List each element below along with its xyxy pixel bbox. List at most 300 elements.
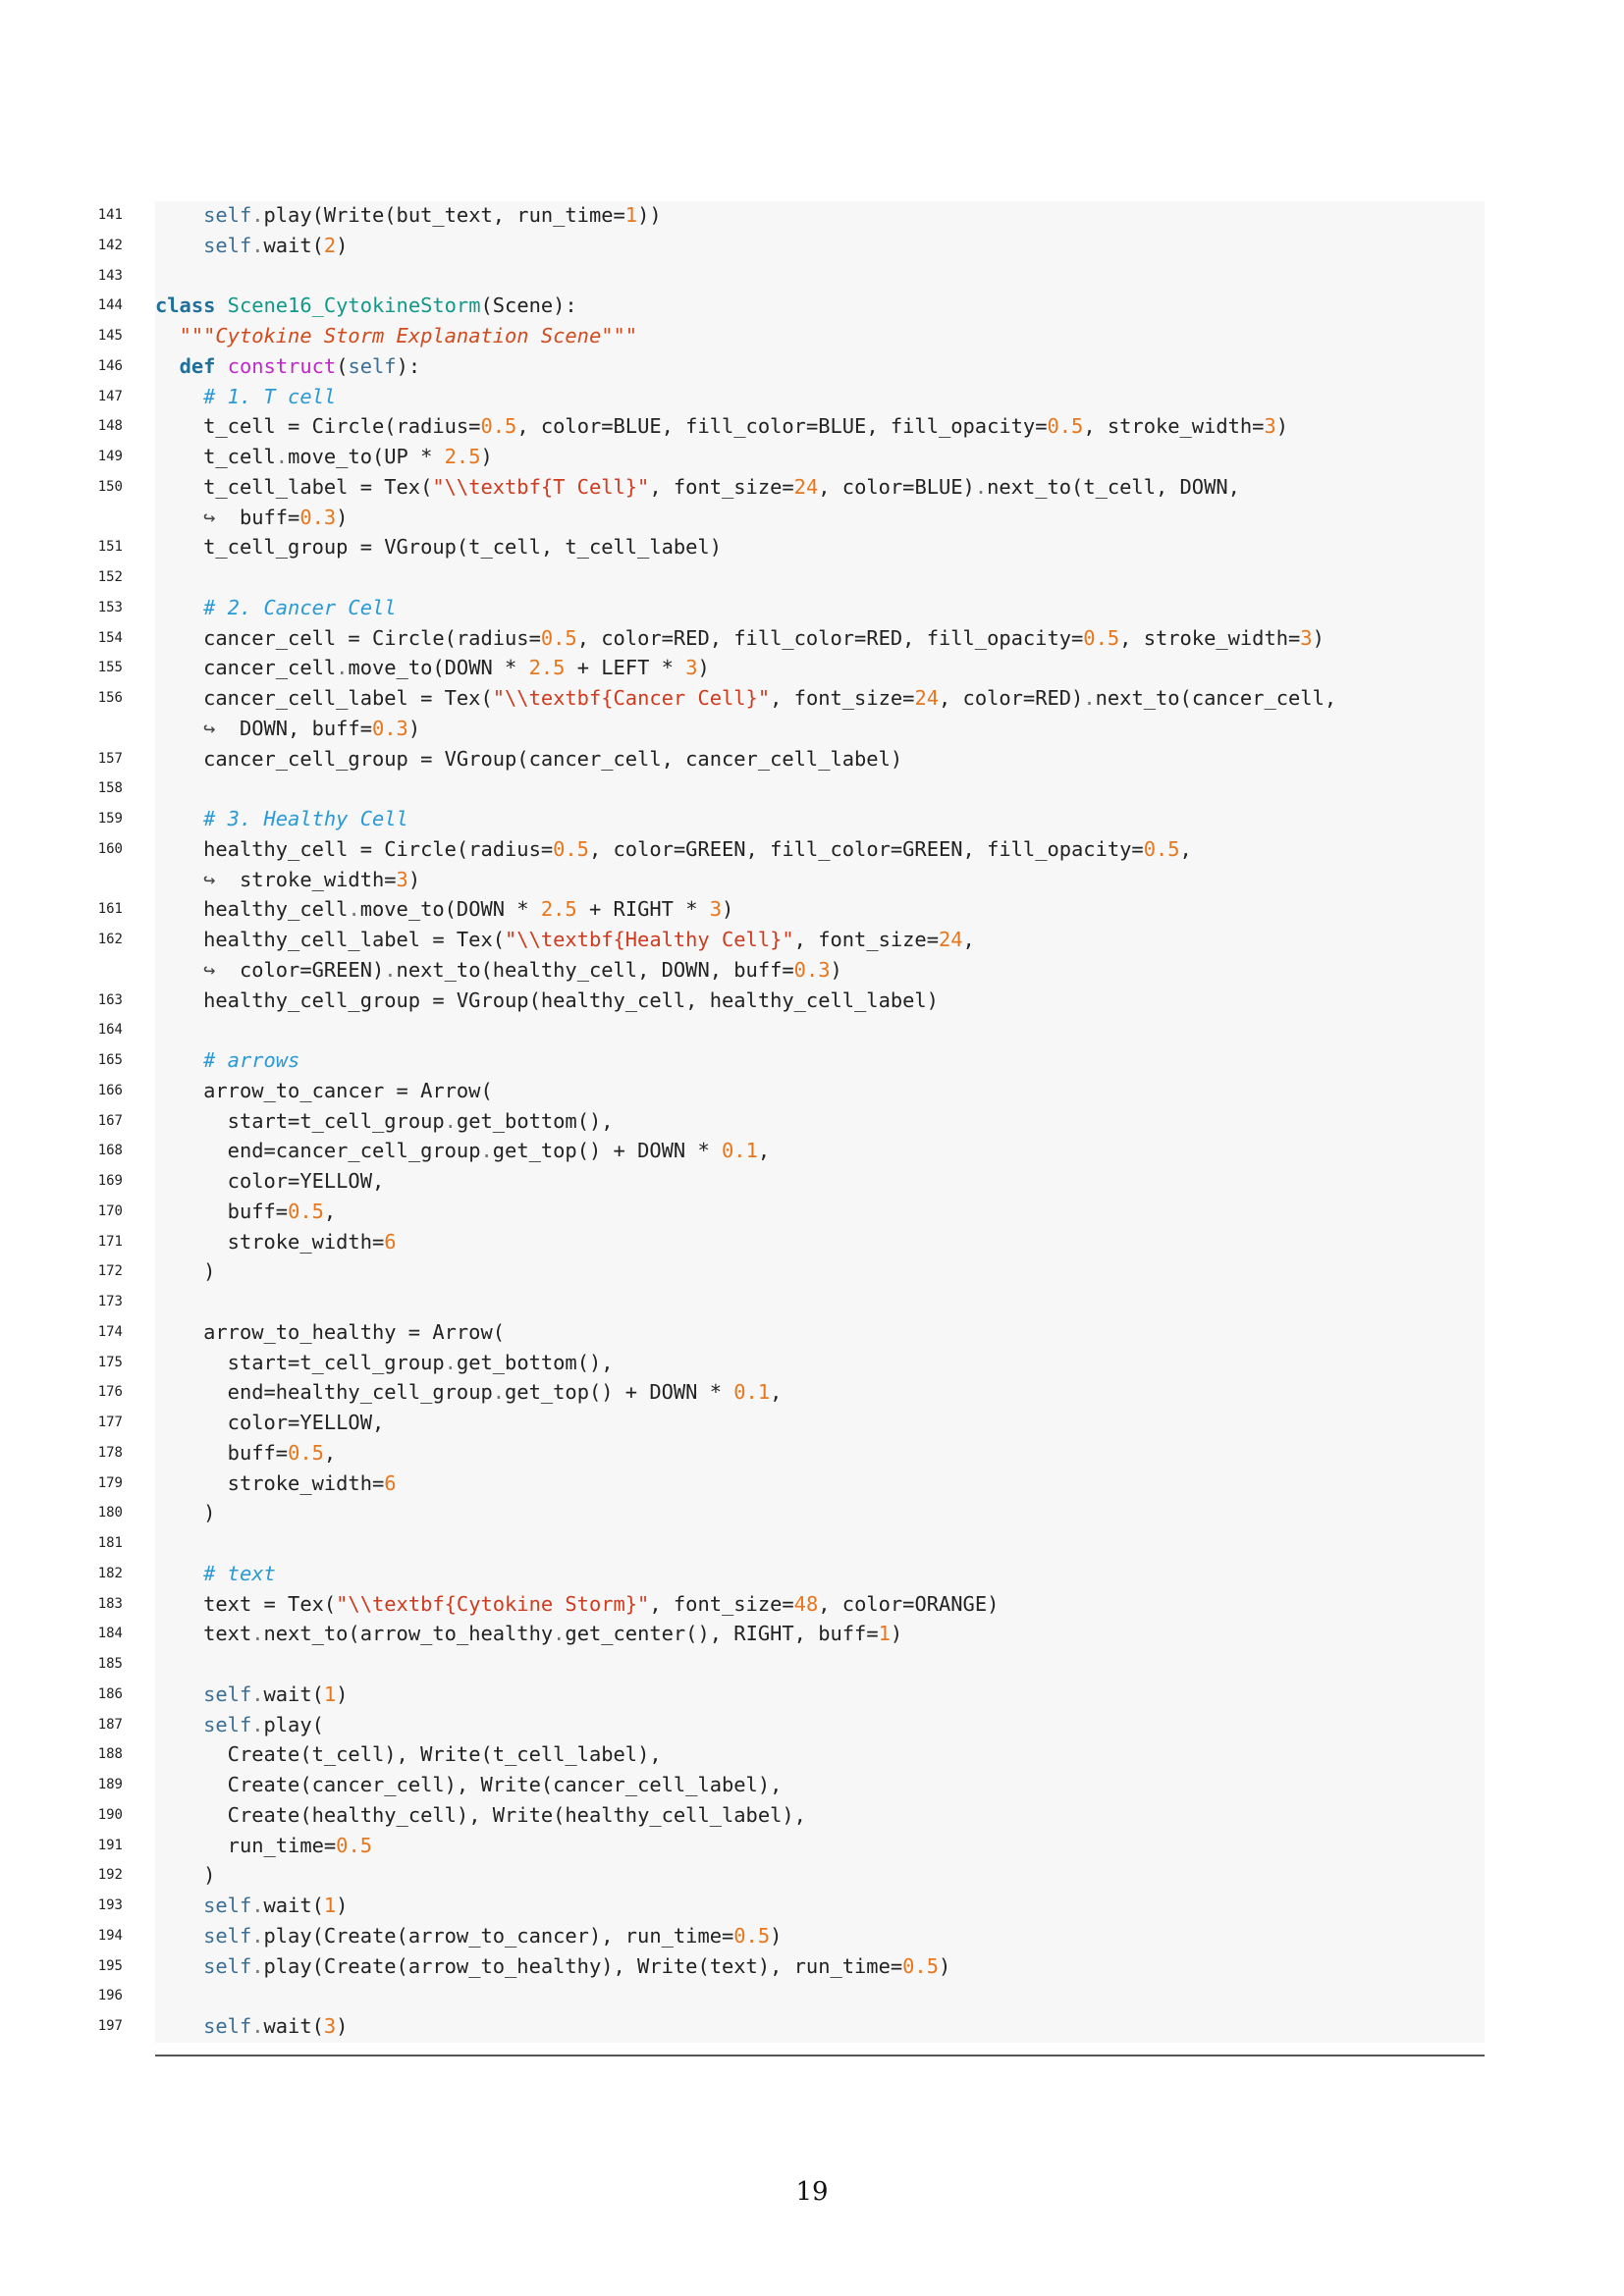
- code-token: .: [444, 1350, 457, 1374]
- code-text: [155, 382, 336, 412]
- code-line: [0, 1649, 1624, 1680]
- code-token: .: [275, 445, 289, 468]
- code-token: ↪: [203, 957, 216, 982]
- code-token: ): [1275, 414, 1289, 439]
- code-token: 2: [323, 233, 337, 257]
- code-line: [0, 1348, 1624, 1378]
- code-token: self: [203, 1953, 252, 1978]
- code-line: [0, 925, 1624, 955]
- code-token: Create(healthy_cell), Write(healthy_cell_label),: [227, 1802, 806, 1827]
- code-line: [0, 1136, 1624, 1166]
- code-token: get_center(), RIGHT, buff=: [565, 1622, 879, 1646]
- line-number: 192: [97, 1867, 123, 1884]
- line-number: 143: [97, 267, 123, 284]
- code-text: [155, 1498, 215, 1528]
- code-text: [155, 200, 662, 231]
- code-line: [0, 200, 1624, 231]
- code-token: 0.3: [793, 957, 831, 982]
- line-number: 196: [97, 1988, 123, 2004]
- code-line: [0, 321, 1624, 351]
- code-text: [155, 1680, 348, 1710]
- code-line: [0, 1528, 1624, 1559]
- code-token: 3: [709, 897, 723, 922]
- code-token: 48: [793, 1591, 819, 1616]
- line-number: 181: [97, 1535, 123, 1551]
- code-token: wait(: [263, 1894, 324, 1917]
- code-token: ): [722, 897, 734, 922]
- line-number: 151: [97, 539, 123, 556]
- code-token: """Cytokine Storm Explanation Scene""": [179, 324, 638, 347]
- code-token: next_to(healthy_cell, DOWN, buff=: [396, 957, 794, 982]
- code-token: self: [203, 1894, 252, 1917]
- code-text: [155, 231, 348, 261]
- line-number: 145: [97, 328, 123, 344]
- code-token: get_top() + DOWN *: [492, 1139, 723, 1163]
- code-token: move_to(DOWN *: [348, 656, 529, 680]
- code-line: [0, 894, 1624, 925]
- code-token: stroke_width=: [227, 1470, 385, 1495]
- code-token: get_bottom(),: [456, 1108, 614, 1133]
- code-token: ): [336, 2014, 349, 2038]
- code-token: wait(: [263, 1682, 324, 1706]
- code-token: self: [203, 1712, 252, 1736]
- line-number: 144: [97, 297, 123, 314]
- code-token: ): [890, 1622, 903, 1646]
- code-text: [155, 503, 348, 533]
- code-token: move_to(DOWN *: [359, 897, 541, 922]
- line-number: 175: [97, 1354, 123, 1370]
- line-number: 148: [97, 418, 123, 435]
- code-line: [0, 442, 1624, 472]
- code-text: [155, 865, 420, 895]
- code-token: .: [480, 1139, 493, 1163]
- code-token: 2.5: [540, 897, 577, 922]
- line-number: 190: [97, 1806, 123, 1823]
- code-token: , stroke_width=: [1083, 414, 1265, 439]
- code-text: [155, 1800, 806, 1831]
- code-text: [155, 1256, 215, 1287]
- code-token: .: [1083, 686, 1096, 710]
- code-token: , color=BLUE, fill_color=BLUE, fill_opacity=: [516, 414, 1048, 439]
- code-token: 3: [1264, 414, 1276, 439]
- code-line: [0, 1770, 1624, 1800]
- code-token: # 2. Cancer Cell: [203, 595, 397, 619]
- line-number: 162: [97, 932, 123, 947]
- code-line: [0, 804, 1624, 834]
- line-number: 141: [97, 207, 123, 223]
- code-line: [0, 1710, 1624, 1740]
- code-token: 24: [938, 928, 963, 951]
- line-number: 194: [97, 1927, 123, 1944]
- code-token: self: [203, 203, 252, 227]
- code-token: 2.5: [444, 445, 481, 468]
- code-text: [155, 1136, 770, 1166]
- code-token: end=healthy_cell_group: [227, 1380, 493, 1405]
- code-token: # 1. T cell: [203, 384, 337, 408]
- code-token: + LEFT *: [565, 656, 686, 680]
- code-token: buff=: [227, 1199, 289, 1223]
- code-text: [155, 1831, 372, 1861]
- code-token: 1: [878, 1622, 891, 1646]
- code-line: [0, 1045, 1624, 1076]
- code-token: wait(: [263, 2014, 324, 2038]
- code-token: .: [251, 1923, 264, 1948]
- code-token: self: [203, 2014, 252, 2038]
- line-number: 164: [97, 1022, 123, 1039]
- code-token: buff=: [227, 1440, 289, 1465]
- code-token: "\\textbf{Cancer Cell}": [492, 686, 771, 710]
- code-line: [0, 1438, 1624, 1468]
- code-line: [0, 955, 1624, 986]
- code-token: .: [336, 656, 349, 680]
- code-token: ): [407, 867, 421, 891]
- code-token: text: [203, 1622, 252, 1646]
- code-text: [155, 1438, 336, 1468]
- line-number: 160: [97, 840, 123, 857]
- code-token: get_top() + DOWN *: [505, 1380, 734, 1405]
- code-token: t_cell: [203, 445, 276, 468]
- code-token: cancer_cell: [203, 656, 337, 680]
- code-token: ): [1312, 625, 1325, 650]
- code-token: ): [336, 505, 349, 529]
- code-token: 0.5: [902, 1953, 939, 1978]
- code-token: , color=BLUE): [818, 474, 975, 499]
- code-text: [155, 1951, 950, 1982]
- code-line: [0, 503, 1624, 533]
- code-line: [0, 653, 1624, 683]
- code-token: DOWN, buff=: [215, 716, 372, 740]
- code-token: 24: [793, 474, 819, 499]
- code-token: 3: [396, 867, 408, 891]
- code-token: class: [155, 294, 216, 318]
- code-token: 0.5: [540, 625, 577, 650]
- code-token: # text: [203, 1561, 276, 1585]
- code-token: ): [770, 1923, 783, 1948]
- line-number: 161: [97, 901, 123, 918]
- code-text: [155, 683, 1336, 714]
- code-text: [155, 1710, 324, 1740]
- code-token: ,: [962, 928, 975, 951]
- code-line: [0, 532, 1624, 562]
- page-number: 19: [795, 2177, 829, 2207]
- code-token: 3: [685, 656, 698, 680]
- line-number: 157: [97, 750, 123, 767]
- code-token: "\\textbf{Cytokine Storm}": [336, 1591, 650, 1616]
- line-number: 177: [97, 1415, 123, 1430]
- code-token: , color=RED): [939, 686, 1084, 710]
- code-text: [155, 1106, 614, 1137]
- code-token: construct: [227, 353, 337, 378]
- code-text: [155, 1166, 384, 1197]
- code-token: .: [974, 474, 988, 499]
- code-token: 0.5: [1083, 625, 1120, 650]
- code-line: [0, 1739, 1624, 1770]
- code-token: ): [407, 716, 421, 740]
- code-token: play(: [263, 1712, 324, 1736]
- code-token: t_cell_label = Tex(: [203, 474, 433, 499]
- code-token: 6: [384, 1470, 397, 1495]
- line-number: 146: [97, 357, 123, 374]
- code-text: [155, 986, 939, 1016]
- code-token: color=GREEN): [215, 957, 385, 982]
- code-token: healthy_cell: [203, 897, 349, 922]
- line-number: 183: [97, 1595, 123, 1612]
- code-token: 0.5: [288, 1440, 324, 1465]
- code-token: , font_size=: [793, 928, 939, 951]
- code-line: [0, 1197, 1624, 1227]
- code-token: move_to(UP *: [288, 445, 445, 468]
- code-token: 0.3: [371, 716, 408, 740]
- code-token: def: [179, 353, 216, 378]
- code-text: [155, 1076, 493, 1106]
- code-token: ): [938, 1953, 951, 1978]
- line-number: 153: [97, 599, 123, 615]
- code-line: [0, 1921, 1624, 1951]
- code-line: [0, 1076, 1624, 1106]
- line-number: 154: [97, 629, 123, 646]
- code-line: [0, 382, 1624, 412]
- line-number: 172: [97, 1263, 123, 1280]
- line-number: 193: [97, 1897, 123, 1913]
- code-token: ,: [1179, 836, 1192, 861]
- code-line: [0, 1106, 1624, 1137]
- code-token: (Scene):: [480, 294, 577, 318]
- code-token: .: [251, 1712, 264, 1736]
- code-text: [155, 1770, 782, 1800]
- code-token: play(Write(but_text, run_time=: [263, 203, 625, 227]
- line-number: 176: [97, 1384, 123, 1401]
- code-token: cancer_cell_group = VGroup(cancer_cell, cancer_cell_label): [203, 746, 903, 771]
- line-number: 147: [97, 388, 123, 404]
- code-token: 0.5: [288, 1199, 324, 1223]
- code-token: next_to(arrow_to_healthy: [263, 1622, 554, 1646]
- line-number: 156: [97, 690, 123, 706]
- code-line: [0, 2011, 1624, 2042]
- line-number: 168: [97, 1143, 123, 1159]
- code-token: .: [492, 1380, 506, 1405]
- code-text: [155, 291, 577, 321]
- code-text: [155, 744, 902, 774]
- code-token: run_time=: [227, 1833, 337, 1857]
- code-token: Create(t_cell), Write(t_cell_label),: [227, 1742, 662, 1767]
- listing-bottom-rule: [155, 2055, 1485, 2056]
- code-token: cancer_cell_label = Tex(: [203, 686, 493, 710]
- code-token: , font_size=: [649, 1591, 794, 1616]
- code-text: [155, 1891, 348, 1921]
- code-token: get_bottom(),: [456, 1350, 614, 1374]
- code-line: [0, 986, 1624, 1016]
- code-token: 0.5: [733, 1923, 771, 1948]
- code-text: [155, 532, 722, 562]
- code-line: [0, 1559, 1624, 1589]
- line-number: 174: [97, 1323, 123, 1340]
- code-text: [155, 894, 733, 925]
- code-token: stroke_width=: [215, 867, 397, 891]
- line-number: 152: [97, 569, 123, 585]
- code-token: play(Create(arrow_to_healthy), Write(text), run_time=: [263, 1953, 903, 1978]
- code-token: # arrows: [203, 1048, 300, 1072]
- code-token: arrow_to_cancer = Arrow(: [203, 1078, 493, 1102]
- code-token: Scene16_CytokineStorm: [227, 294, 481, 318]
- code-listing: [0, 200, 1624, 2042]
- code-line: [0, 1891, 1624, 1921]
- code-text: [155, 804, 408, 834]
- code-line: [0, 774, 1624, 804]
- code-token: healthy_cell_group = VGroup(healthy_cell, healthy_cell_label): [203, 988, 939, 1012]
- code-token: stroke_width=: [227, 1229, 385, 1254]
- code-token: next_to(t_cell, DOWN,: [987, 474, 1240, 499]
- code-text: [155, 1348, 614, 1378]
- code-token: ):: [396, 353, 421, 378]
- code-token: .: [251, 2014, 264, 2038]
- code-token: .: [444, 1108, 457, 1133]
- code-token: next_to(cancer_cell,: [1095, 686, 1337, 710]
- code-token: # 3. Healthy Cell: [203, 807, 408, 830]
- code-token: ): [336, 1682, 349, 1706]
- code-line: [0, 593, 1624, 623]
- code-line: [0, 291, 1624, 321]
- line-number: 173: [97, 1294, 123, 1309]
- code-token: ,: [757, 1139, 771, 1163]
- code-line: [0, 1166, 1624, 1197]
- code-line: [0, 1468, 1624, 1499]
- line-number: 170: [97, 1202, 123, 1219]
- line-number: 189: [97, 1777, 123, 1792]
- code-text: [155, 1408, 384, 1438]
- code-text: [155, 834, 1192, 865]
- code-token: 6: [384, 1229, 397, 1254]
- line-number: 182: [97, 1565, 123, 1581]
- code-token: 1: [323, 1894, 337, 1917]
- code-text: [155, 411, 1288, 442]
- line-number: 195: [97, 1957, 123, 1974]
- code-token: 0.3: [299, 505, 337, 529]
- code-token: color=YELLOW,: [227, 1169, 385, 1193]
- code-token: play(Create(arrow_to_cancer), run_time=: [263, 1923, 734, 1948]
- code-token: 0.5: [1143, 836, 1180, 861]
- code-token: )): [637, 203, 662, 227]
- line-number: 180: [97, 1505, 123, 1522]
- code-token: [215, 294, 227, 317]
- code-text: [155, 1739, 662, 1770]
- code-token: , stroke_width=: [1119, 625, 1301, 650]
- code-token: wait(: [263, 233, 324, 257]
- line-number: 179: [97, 1474, 123, 1491]
- code-text: [155, 1860, 215, 1891]
- code-text: [155, 472, 1240, 503]
- line-number: 158: [97, 780, 123, 797]
- line-number: 155: [97, 660, 123, 676]
- line-number: 171: [97, 1233, 123, 1250]
- line-number: 165: [97, 1052, 123, 1068]
- line-number: 163: [97, 991, 123, 1008]
- code-line: [0, 351, 1624, 382]
- code-token: 3: [323, 2014, 337, 2038]
- line-number: 178: [97, 1444, 123, 1461]
- code-line: [0, 231, 1624, 261]
- code-token: 3: [1300, 625, 1313, 650]
- code-token: Create(cancer_cell), Write(cancer_cell_label),: [227, 1773, 783, 1796]
- code-text: [155, 1227, 397, 1257]
- code-token: ): [697, 656, 710, 680]
- code-text: [155, 653, 710, 683]
- code-token: 0.5: [480, 414, 517, 439]
- code-token: 0.5: [336, 1833, 373, 1857]
- code-text: [155, 351, 420, 382]
- code-text: [155, 955, 842, 986]
- code-token: 0.5: [1047, 414, 1084, 439]
- code-line: [0, 1256, 1624, 1287]
- code-token: "\\textbf{T Cell}": [432, 474, 650, 499]
- code-line: [0, 1498, 1624, 1528]
- code-text: [155, 1619, 902, 1649]
- code-token: .: [251, 233, 264, 257]
- code-token: healthy_cell = Circle(radius=: [203, 836, 554, 861]
- code-text: [155, 1559, 276, 1589]
- code-token: 1: [323, 1682, 337, 1706]
- code-token: t_cell = Circle(radius=: [203, 414, 481, 439]
- code-token: arrow_to_healthy = Arrow(: [203, 1319, 506, 1344]
- code-token: + RIGHT *: [576, 897, 710, 922]
- code-line: [0, 1831, 1624, 1861]
- code-text: [155, 1468, 397, 1499]
- code-token: self: [203, 233, 252, 257]
- code-line: [0, 1227, 1624, 1257]
- code-token: , color=RED, fill_color=RED, fill_opacity=: [576, 625, 1084, 650]
- code-line: [0, 261, 1624, 292]
- code-text: [155, 925, 975, 955]
- code-token: healthy_cell_label = Tex(: [203, 928, 506, 951]
- code-token: , color=ORANGE): [818, 1591, 1000, 1616]
- code-token: .: [348, 897, 360, 922]
- code-token: , color=GREEN, fill_color=GREEN, fill_opacity=: [588, 836, 1144, 861]
- code-token: self: [203, 1682, 252, 1706]
- code-line: [0, 562, 1624, 593]
- code-line: [0, 865, 1624, 895]
- line-number: 142: [97, 237, 123, 253]
- code-line: [0, 744, 1624, 774]
- code-text: [155, 1197, 336, 1227]
- line-number: 159: [97, 811, 123, 827]
- code-token: 2.5: [528, 656, 566, 680]
- code-token: text = Tex(: [203, 1591, 337, 1616]
- code-token: ↪: [203, 505, 216, 529]
- code-token: end=cancer_cell_group: [227, 1139, 481, 1163]
- code-token: .: [251, 1894, 264, 1917]
- code-text: [155, 1377, 782, 1408]
- code-text: [155, 2011, 348, 2042]
- code-token: ,: [770, 1380, 783, 1405]
- line-number: 186: [97, 1685, 123, 1702]
- code-text: [155, 1921, 782, 1951]
- code-text: [155, 593, 397, 623]
- code-token: .: [251, 1682, 264, 1706]
- code-token: start=t_cell_group: [227, 1108, 445, 1133]
- code-line: [0, 714, 1624, 744]
- code-text: [155, 1317, 505, 1348]
- code-line: [0, 1015, 1624, 1045]
- code-token: 24: [914, 686, 939, 710]
- code-line: [0, 1860, 1624, 1891]
- line-number: 149: [97, 449, 123, 464]
- code-token: ): [480, 445, 493, 468]
- code-token: ↪: [203, 867, 216, 891]
- line-number: 188: [97, 1746, 123, 1763]
- line-number: 191: [97, 1837, 123, 1853]
- code-text: [155, 1045, 299, 1076]
- code-token: color=YELLOW,: [227, 1411, 385, 1434]
- code-line: [0, 683, 1624, 714]
